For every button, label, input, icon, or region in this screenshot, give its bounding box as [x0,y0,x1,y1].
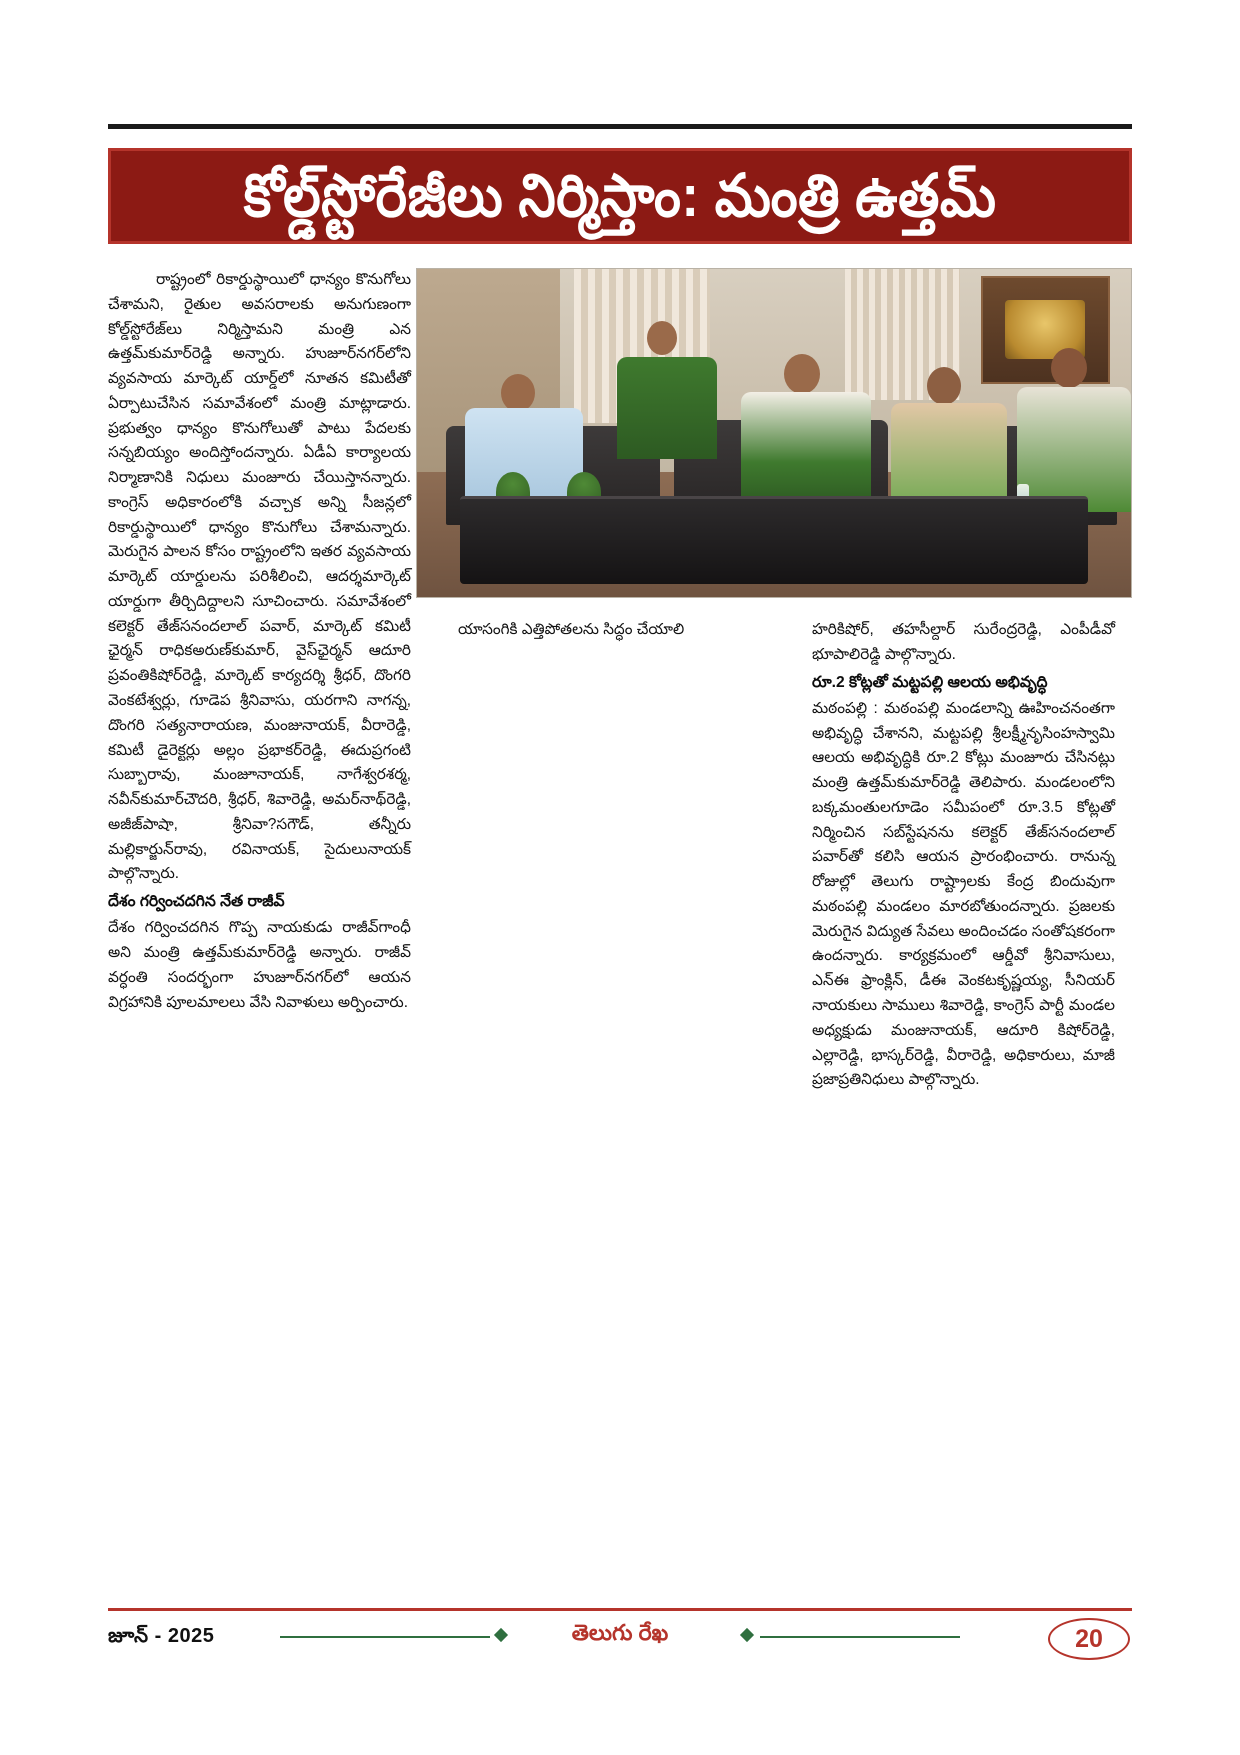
article-column-3 [812,618,1115,1095]
article-column-2 [458,618,761,645]
paragraph: యాసంగికి ఎత్తిపోతలను సిద్ధం చేయాలి [458,621,685,638]
paragraph: హరికిషోర్, తహసీల్దార్ సురేంద్రరెడ్డి, ఎంపీడీవో భూపాలిరెడ్డి పాల్గొన్నారు. [812,621,1115,663]
footer-divider [108,1608,1132,1611]
page-title: కోల్డ్‌స్టోరేజీలు నిర్మిస్తాం: మంత్రి ఉత్తమ్ [243,162,997,230]
paragraph: రాష్ట్రంలో రికార్డుస్థాయిలో ధాన్యం కొనుగోలు చేశామని, రైతుల అవసరాలకు అనుగుణంగా కోల్డ్‌స్టోరేజ్‌లు నిర్మిస్తామని మంత్రి ఎన ఉత్తమ్‌కుమార్‌రెడ్డి అన్నారు. హుజూర్‌నగర్‌లోని వ్యవసాయ మార్కెట్ యార్డ్‌లో నూతన కమిటీతో ఏర్పాటుచేసిన సమావేశంలో మంత్రి మాట్లాడారు. ప్రభుత్వం ధాన్యం కొనుగోలుతో పాటు పేదలకు సన్నబియ్యం అందిస్తోందన్నారు. ఏడీఏ కార్యాలయ నిర్మాణానికి నిధులు మంజూరు చేయిస్తానన్నారు. కాంగ్రెస్ అధికారంలోకి వచ్చాక అన్ని సీజన్లలో రికార్డుస్థాయిలో ధాన్యం కొనుగోలు చేశామన్నారు. మెరుగైన పాలన కోసం రాష్ట్రంలోని ఇతర వ్యవసాయ మార్కెట్ యార్డులను పరిశీలించి, ఆదర్శమార్కెట్ యార్డుగా తీర్చిదిద్దాలని సూచించారు. సమావేశంలో కలెక్టర్ తేజ్‌సనందలాల్ పవార్, మార్కెట్ కమిటీ ఛైర్మన్ రాధికఅరుణ్‌కుమార్, వైస్‌ఛైర్మన్ ఆదూరి ప్రవంతికిషోర్‌రెడ్డి, మార్కెట్ కార్యదర్శి శ్రీధర్, దొంగరి వెంకటేశ్వర్లు, గూడెప శ్రీనివాసు, యరగాని నాగన్న, దొంగరి సత్యనారాయణ, మంజునాయక్, వీరారెడ్డి, కమిటీ డైరెక్టర్లు అల్లం ప్రభాకర్‌రెడ్డి, ఈదుప్రగంటి సుబ్బారావు, మంజూనాయక్, నాగేశ్వరశర్మ, నవీన్‌కుమార్‌చౌదరి, శ్రీధర్, శివారెడ్డి, అమర్‌నాథ్‌రెడ్డి, అజీజ్‌పాషా, శ్రీనివా?సగౌడ్, తన్నీరు మల్లికార్జున్‌రావు, రవినాయక్, సైదులునాయక్ పాల్గొన్నారు. [108,271,411,883]
photo-person-3 [738,354,874,505]
footer-date: జూన్ - 2025 [108,1625,215,1647]
photo-table [460,496,1088,584]
article-photo [416,268,1132,598]
article-column-1 [108,268,411,1017]
paragraph: దేశం గర్వించదగిన గొప్ప నాయకుడు రాజీవ్‌గాంధీ అని మంత్రి ఉత్తమ్‌కుమార్‌రెడ్డి అన్నారు. రాజీవ్ వర్ధంతి సందర్భంగా హుజూర్‌నగర్‌లో ఆయన విగ్రహానికి పూలమాలలు వేసి నివాళులు అర్పించారు. [108,919,411,1011]
subheading-1: దేశం గర్వించదగిన నేత రాజీవ్ [108,893,285,911]
paragraph: మఠంపల్లి : మఠంపల్లి మండలాన్ని ఊహించనంతగా అభివృద్ధి చేశానని, మట్టపల్లి శ్రీలక్ష్మీనృసింహస్వామి ఆలయ అభివృద్ధికి రూ.2 కోట్లు మంజూరు చేసినట్లు మంత్రి ఉత్తమ్‌కుమార్‌రెడ్డి తెలిపారు. మండలంలోని బక్కమంతులగూడెం సమీపంలో రూ.3.5 కోట్లతో నిర్మించిన సబ్‌స్టేషనను కలెక్టర్ తేజ్‌సనందలాల్ పవార్‌తో కలిసి ఆయన ప్రారంభించారు. రానున్న రోజుల్లో తెలుగు రాష్ట్రాలకు కేంద్ర బిందువుగా మఠంపల్లి మండలం మారబోతుందన్నారు. ప్రజలకు మెరుగైన విద్యుత సేవలు అందించడం సంతోషకరంగా ఉందన్నారు. కార్యక్రమంలో ఆర్డీవో శ్రీనివాసులు, ఎన్‌ఈ ఫ్రాంక్లిన్, డీఈ వెంకటకృష్ణయ్య, సీనియర్ నాయకులు సాములు శివారెడ్డి, కాంగ్రెస్ పార్టీ మండల అధ్యక్షుడు మంజునాయక్, ఆదూరి కిషోర్‌రెడ్డి, ఎల్లారెడ్డి, భాస్కర్‌రెడ్డి, వీరారెడ్డి, అధికారులు, మాజీ ప్రజాప్రతినిధులు పాల్గొన్నారు. [812,699,1115,1089]
photo-scene [417,269,1131,597]
photo-person-2 [617,321,717,459]
footer-brand: తెలుగు రేఖ [571,1620,669,1645]
footer-deco-right [760,1636,960,1638]
photo-person-4 [888,367,1009,511]
top-divider [108,124,1132,129]
page-number: 20 [1048,1618,1130,1660]
photo-person-5 [1017,348,1131,512]
subheading-2: రూ.2 కోట్లతో మట్టపల్లి ఆలయ అభివృద్ధి [812,673,1048,691]
headline-banner [108,148,1132,244]
